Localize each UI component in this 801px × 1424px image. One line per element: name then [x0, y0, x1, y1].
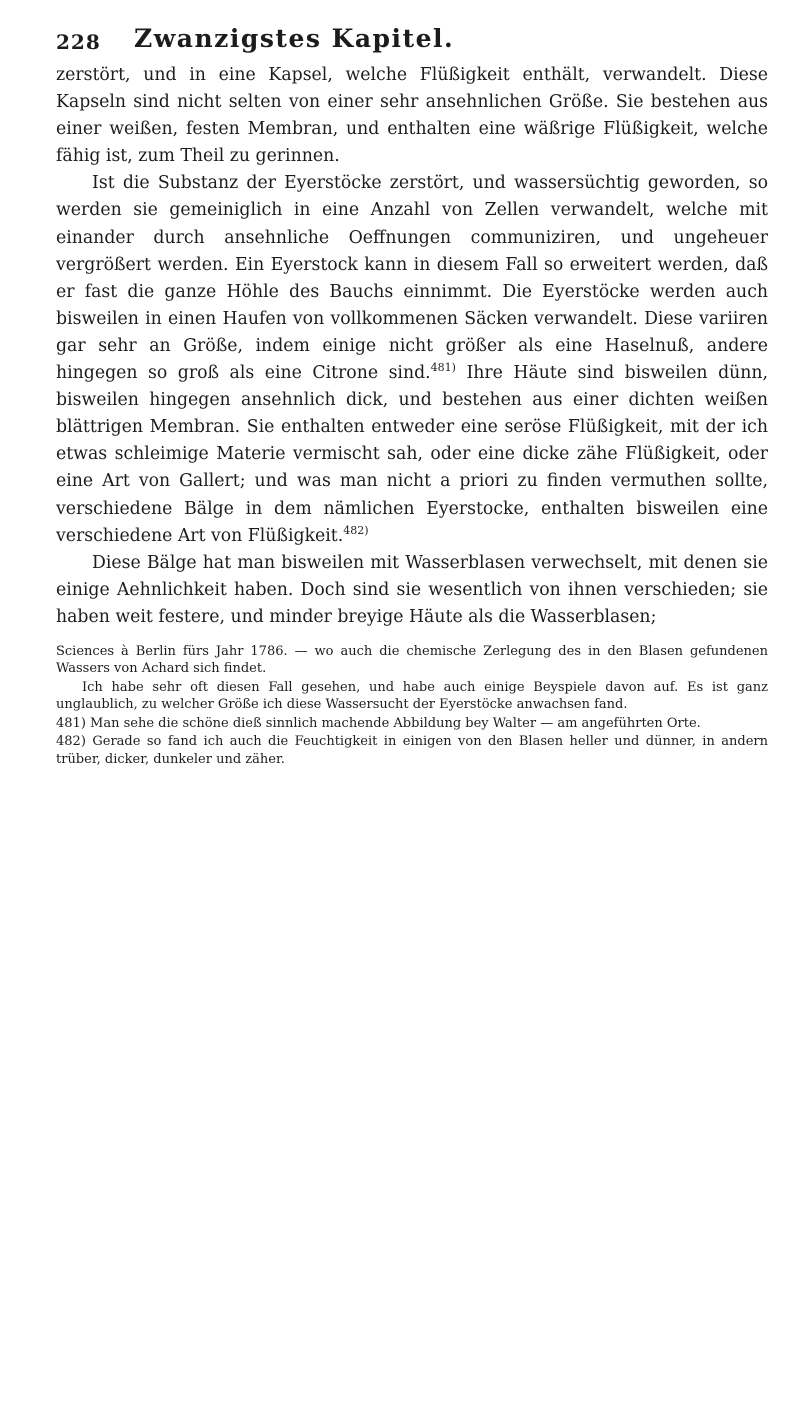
book-page — [56, 22, 768, 1402]
footnote-481 — [56, 715, 768, 733]
page-number: 228 — [56, 30, 101, 54]
footnote-482-text: Gerade so fand ich auch die Feuchtigkeit in einigen von den Blasen heller und dünner, in andern trüber, dicker, dunkeler und zäher. — [56, 734, 769, 767]
footnote-482 — [56, 733, 768, 768]
footnote-continued-remark: Ich habe sehr oft diesen Fall gesehen, und habe auch einige Beyspiele davon auf. Es ist ganz unglaublich, zu welcher Größe ich diese Wassersucht der Eyerstöcke anwachsen fand. — [56, 679, 768, 713]
chapter-title: Zwanzigstes Kapitel. — [134, 24, 455, 53]
footnote-ref-482: 482) — [343, 523, 369, 537]
paragraph-4: Diese Bälge hat man bisweilen mit Wasserblasen verwechselt, mit denen sie einige Aehnlichkeit haben. Doch sind sie wesentlich von ihnen verschieden; sie haben weit festere, und minder breyige Häute als die Wasserblasen; — [56, 552, 768, 627]
running-head — [56, 22, 768, 56]
footnote-481-mark: 481) — [56, 715, 86, 731]
paragraph-1: zerstört, und in eine Kapsel, welche Flüßigkeit enthält, verwandelt. Diese Kapseln sind nicht selten von einer sehr ansehnlichen Größe. Sie bestehen aus einer weißen, festen Membran, und enthalten eine wäßrige Flüßigkeit, welche fähig ist, zum Theil zu gerinnen. — [56, 65, 768, 167]
footnote-ref-481: 481) — [430, 361, 456, 375]
main-text — [56, 62, 768, 631]
paragraph-2-text: Ist die Substanz der Eyerstöcke zerstört, und wassersüchtig geworden, so werden sie gemeiniglich in eine Anzahl von Zellen verwandelt, welche mit einander durch ansehnliche Oeffnungen communiziren, und ungeheuer vergrößert werden. Ein Eyerstock kann in diesem Fall so erweitert werden, daß er fast die ganze Höhle des Bauchs einnimmt. Die Eyerstöcke werden auch bisweilen in einen Haufen von vollkommenen Säcken verwandelt. Diese variiren gar sehr an Größe, indem einige nicht größer als eine Haselnuß, andere hingegen so groß als eine Citrone sind. — [56, 173, 768, 384]
paragraph-2 — [56, 170, 768, 549]
footnote-continued: Sciences à Berlin fürs Jahr 1786. — wo auch die chemische Zerlegung des in den Blasen gefundenen Wassers von Achard sich findet. — [56, 643, 768, 677]
paragraph-3-text: Ihre Häute sind bisweilen dünn, bisweilen hingegen ansehnlich dick, und bestehen aus einer dichten weißen blättrigen Membran. Sie enthalten entweder eine seröse Flüßigkeit, mit der ich etwas schleimige Materie vermischt sah, oder eine dicke zähe Flüßigkeit, oder eine Art von Gallert; und was man nicht a priori zu finden vermuthen sollte, verschiedene Bälge in dem nämlichen Eyerstocke, enthalten bisweilen eine verschiedene Art von Flüßigkeit. — [56, 363, 769, 546]
footnotes — [56, 643, 768, 769]
footnote-482-mark: 482) — [56, 734, 86, 750]
footnote-481-text: Man sehe die schöne dieß sinnlich machende Abbildung bey Walter — am angeführten Orte. — [90, 715, 701, 731]
